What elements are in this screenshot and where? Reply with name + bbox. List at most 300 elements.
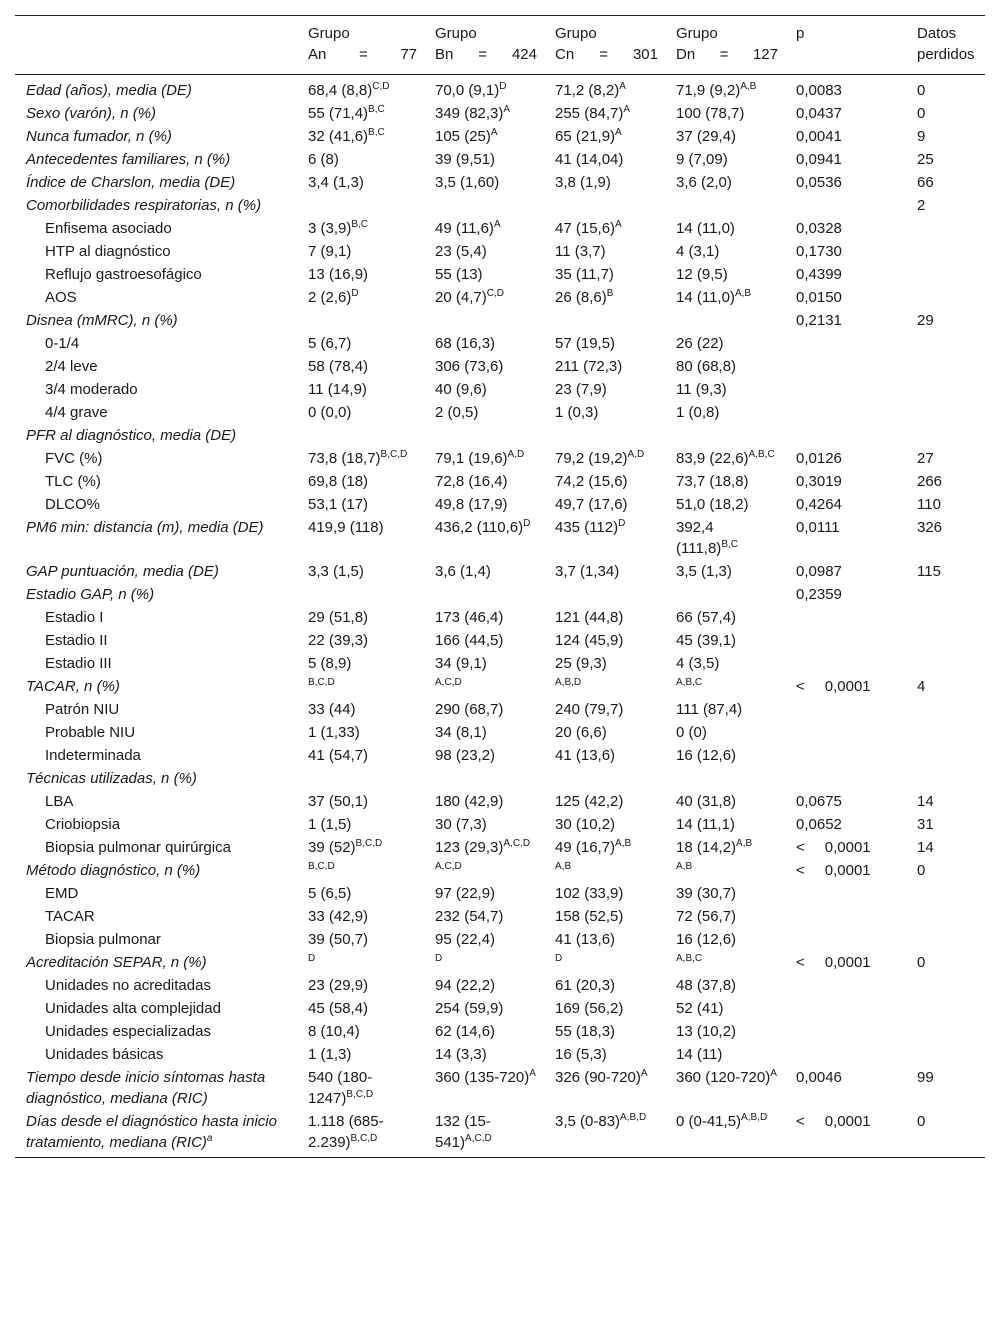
row-label: Método diagnóstico, n (%) <box>26 862 201 879</box>
significance-superscript: A,B <box>615 838 632 849</box>
row-sublabel: Biopsia pulmonar quirúrgica <box>45 839 231 856</box>
cell-p-value <box>784 905 905 928</box>
cell-value: 33 (44) <box>308 701 356 718</box>
table-row <box>15 905 985 928</box>
cell-p-value <box>784 721 905 744</box>
cell-group-a <box>296 836 423 859</box>
cell-value: 105 (25) <box>435 128 491 145</box>
cell-missing <box>905 1043 985 1066</box>
cell-p-value: 0,0046 <box>796 1069 842 1086</box>
cell-group-d <box>664 721 784 744</box>
cell-missing <box>905 401 985 424</box>
row-sublabel: Unidades alta complejidad <box>45 1000 221 1017</box>
cell-group-d <box>664 767 784 790</box>
cell-value: 435 (112) <box>555 519 619 536</box>
cell-value: 3,4 (1,3) <box>308 174 364 191</box>
significance-superscript: D <box>308 953 316 964</box>
cell-group-a <box>296 75 423 103</box>
cell-value: 419,9 (118) <box>308 519 384 536</box>
cell-group-a <box>296 240 423 263</box>
cell-group-d <box>664 516 784 560</box>
cell-group-d <box>664 675 784 698</box>
cell-p-value: 0,0941 <box>796 151 842 168</box>
significance-superscript: A <box>770 1068 777 1079</box>
cell-value: 13 (10,2) <box>676 1023 737 1040</box>
cell-group-d <box>664 378 784 401</box>
significance-superscript: A,B,C <box>676 677 703 688</box>
row-sublabel: Reflujo gastroesofágico <box>45 266 202 283</box>
cell-value: 3,8 (1,9) <box>555 174 611 191</box>
significance-superscript: D <box>351 288 359 299</box>
cell-missing <box>905 378 985 401</box>
cell-group-d <box>664 1020 784 1043</box>
table-row <box>15 859 985 882</box>
cell-group-b <box>423 997 543 1020</box>
cell-group-c <box>543 286 664 309</box>
significance-superscript: C,D <box>486 288 504 299</box>
cell-group-a <box>296 813 423 836</box>
significance-superscript: B,C,D <box>308 861 335 872</box>
cell-group-a <box>296 102 423 125</box>
cell-value: 306 (73,6) <box>435 358 504 375</box>
significance-superscript: D <box>435 953 443 964</box>
table-row <box>15 148 985 171</box>
cell-value: 52 (41) <box>676 1000 724 1017</box>
cell-group-b <box>423 606 543 629</box>
row-sublabel: Criobiopsia <box>45 816 121 833</box>
cell-value: 45 (58,4) <box>308 1000 369 1017</box>
significance-superscript: B,C <box>368 104 385 115</box>
cell-p-value <box>784 767 905 790</box>
cell-group-d <box>664 583 784 606</box>
cell-value: 173 (46,4) <box>435 609 504 626</box>
cell-group-b <box>423 1020 543 1043</box>
cell-group-d <box>664 652 784 675</box>
cell-value: 18 (14,2) <box>676 839 737 856</box>
cell-group-a <box>296 424 423 447</box>
row-sublabel: Indeterminada <box>45 747 141 764</box>
cell-p-value: 0,0437 <box>796 105 842 122</box>
cell-group-a <box>296 951 423 974</box>
cell-missing: 110 <box>917 496 941 513</box>
cell-group-b <box>423 1043 543 1066</box>
table-row <box>15 652 985 675</box>
cell-value: 16 (5,3) <box>555 1046 607 1063</box>
cell-missing: 31 <box>917 816 934 833</box>
table-row <box>15 470 985 493</box>
cell-p-value: 0,2359 <box>796 586 842 603</box>
cell-group-b <box>423 75 543 103</box>
cell-value: 100 (78,7) <box>676 105 745 122</box>
row-sublabel: 3/4 moderado <box>45 381 138 398</box>
significance-superscript: A,B <box>734 288 752 299</box>
cell-value: 69,8 (18) <box>308 473 369 490</box>
cell-group-d <box>664 1066 784 1110</box>
cell-value: 79,2 (19,2) <box>555 450 628 467</box>
significance-superscript: D <box>523 518 531 529</box>
cell-value: 95 (22,4) <box>435 931 496 948</box>
significance-superscript: A <box>640 1068 648 1079</box>
cell-value: 158 (52,5) <box>555 908 624 925</box>
cell-group-b <box>423 859 543 882</box>
cell-value: 392,4 (111,8) <box>676 519 722 557</box>
significance-superscript: D <box>499 81 507 92</box>
cell-value: 62 (14,6) <box>435 1023 496 1040</box>
cell-value: 68,4 (8,8) <box>308 82 373 99</box>
cell-group-c <box>543 424 664 447</box>
cell-value: 254 (59,9) <box>435 1000 504 1017</box>
cell-value: 7 (9,1) <box>308 243 352 260</box>
cell-group-d <box>664 125 784 148</box>
cell-group-d <box>664 744 784 767</box>
header-group-a: Grupo An = 77 <box>308 25 417 63</box>
cell-missing <box>905 424 985 447</box>
cell-group-b <box>423 516 543 560</box>
cell-group-a <box>296 790 423 813</box>
table-row <box>15 286 985 309</box>
row-label: Tiempo desde inicio síntomas hasta diagnóstico, mediana (RIC) <box>26 1069 266 1107</box>
significance-superscript: A,B,D <box>741 1112 768 1123</box>
cell-missing: 99 <box>917 1069 934 1086</box>
table-row <box>15 1110 985 1158</box>
cell-missing <box>905 286 985 309</box>
cell-missing <box>905 974 985 997</box>
cell-group-d <box>664 240 784 263</box>
cell-group-a <box>296 1020 423 1043</box>
cell-p-value: < 0,0001 <box>796 1113 871 1130</box>
cell-value: 45 (39,1) <box>676 632 737 649</box>
cell-value: 55 (13) <box>435 266 483 283</box>
cell-p-value: 0,0083 <box>796 82 842 99</box>
cell-group-b <box>423 401 543 424</box>
cell-value: 1 (1,3) <box>308 1046 352 1063</box>
cell-group-a <box>296 997 423 1020</box>
cell-group-b <box>423 102 543 125</box>
cell-p-value: 0,0328 <box>796 220 842 237</box>
cell-group-b <box>423 905 543 928</box>
table-row <box>15 355 985 378</box>
cell-group-c <box>543 698 664 721</box>
cell-group-c <box>543 767 664 790</box>
significance-superscript: A,B,C <box>676 953 703 964</box>
cell-p-value <box>784 974 905 997</box>
cell-group-c <box>543 905 664 928</box>
row-label: TACAR, n (%) <box>26 678 120 695</box>
cell-value: 4 (3,1) <box>676 243 720 260</box>
cell-group-b <box>423 744 543 767</box>
row-label: Nunca fumador, n (%) <box>26 128 172 145</box>
cell-group-c <box>543 560 664 583</box>
cell-group-a <box>296 516 423 560</box>
cell-value: 47 (15,6) <box>555 220 616 237</box>
cell-group-a <box>296 401 423 424</box>
cell-group-d <box>664 470 784 493</box>
row-sublabel: 0-1/4 <box>45 335 80 352</box>
table-row <box>15 171 985 194</box>
cell-group-b <box>423 355 543 378</box>
cell-value: 3,6 (1,4) <box>435 563 491 580</box>
cell-missing <box>905 1020 985 1043</box>
cell-group-c <box>543 75 664 103</box>
cell-missing: 27 <box>917 450 934 467</box>
cell-value: 40 (9,6) <box>435 381 487 398</box>
cell-missing <box>905 629 985 652</box>
cell-group-c <box>543 652 664 675</box>
cell-group-c <box>543 194 664 217</box>
cell-group-d <box>664 194 784 217</box>
cell-group-a <box>296 560 423 583</box>
significance-superscript: C,D <box>372 81 390 92</box>
table-row <box>15 424 985 447</box>
cell-group-b <box>423 951 543 974</box>
cell-value: 74,2 (15,6) <box>555 473 628 490</box>
table-row <box>15 263 985 286</box>
cell-missing <box>905 744 985 767</box>
cell-group-b <box>423 263 543 286</box>
cell-value: 9 (7,09) <box>676 151 728 168</box>
cell-p-value <box>784 629 905 652</box>
cell-missing <box>905 928 985 951</box>
table-row <box>15 675 985 698</box>
significance-superscript: B,C,D <box>308 677 335 688</box>
cell-value: 3,5 (1,60) <box>435 174 500 191</box>
cell-missing: 25 <box>917 151 934 168</box>
cell-group-d <box>664 332 784 355</box>
row-label: Técnicas utilizadas, n (%) <box>26 770 197 787</box>
cell-value: 123 (29,3) <box>435 839 504 856</box>
cell-missing: 0 <box>917 105 926 122</box>
cell-group-b <box>423 194 543 217</box>
cell-group-c <box>543 470 664 493</box>
table-row <box>15 1020 985 1043</box>
table-row <box>15 974 985 997</box>
cell-value: 49 (16,7) <box>555 839 616 856</box>
table-header <box>15 16 985 75</box>
significance-superscript: A,B <box>736 838 753 849</box>
cell-value: 14 (11,1) <box>676 816 735 833</box>
significance-superscript: A <box>503 104 511 115</box>
cell-missing: 326 <box>917 519 943 536</box>
cell-missing: 266 <box>917 473 943 490</box>
cell-value: 3,6 (2,0) <box>676 174 732 191</box>
cell-group-b <box>423 240 543 263</box>
significance-superscript: B,C,D <box>350 1133 378 1144</box>
cell-missing <box>905 355 985 378</box>
cell-group-d <box>664 790 784 813</box>
cell-value: 4 (3,5) <box>676 655 720 672</box>
cell-value: 83,9 (22,6) <box>676 450 749 467</box>
cell-group-c <box>543 102 664 125</box>
significance-superscript: A,B <box>555 861 572 872</box>
cell-group-c <box>543 997 664 1020</box>
cell-p-value: 0,0126 <box>796 450 842 467</box>
cell-p-value <box>784 882 905 905</box>
cell-group-b <box>423 217 543 240</box>
cell-missing: 0 <box>917 954 926 971</box>
cell-group-b <box>423 493 543 516</box>
cell-value: 29 (51,8) <box>308 609 369 626</box>
cell-value: 71,2 (8,2) <box>555 82 620 99</box>
row-sublabel: LBA <box>45 793 74 810</box>
cell-p-value: 0,4264 <box>796 496 842 513</box>
cell-group-c <box>543 583 664 606</box>
row-sublabel: Unidades especializadas <box>45 1023 211 1040</box>
significance-superscript: B <box>606 288 614 299</box>
cell-value: 41 (54,7) <box>308 747 369 764</box>
cell-p-value <box>784 928 905 951</box>
cell-value: 94 (22,2) <box>435 977 496 994</box>
cell-value: 39 (30,7) <box>676 885 737 902</box>
cell-value: 180 (42,9) <box>435 793 504 810</box>
cell-p-value: 0,2131 <box>796 312 842 329</box>
cell-value: 11 (14,9) <box>308 381 367 398</box>
cell-p-value <box>784 1043 905 1066</box>
cell-group-a <box>296 309 423 332</box>
table-row <box>15 560 985 583</box>
cell-group-a <box>296 286 423 309</box>
cell-value: 51,0 (18,2) <box>676 496 749 513</box>
header-empty-cell <box>15 16 296 75</box>
cell-p-value <box>784 355 905 378</box>
cell-value: 25 (9,3) <box>555 655 607 672</box>
cell-p-value: 0,0041 <box>796 128 842 145</box>
row-sublabel: Estadio III <box>45 655 112 672</box>
table-row <box>15 790 985 813</box>
cell-value: 23 (5,4) <box>435 243 487 260</box>
cell-value: 166 (44,5) <box>435 632 504 649</box>
cell-group-b <box>423 928 543 951</box>
cell-p-value: 0,0987 <box>796 563 842 580</box>
cell-group-d <box>664 629 784 652</box>
cell-group-c <box>543 1043 664 1066</box>
cell-value: 11 (9,3) <box>676 381 727 398</box>
row-sublabel: Estadio I <box>45 609 104 626</box>
cell-group-a <box>296 194 423 217</box>
header-p: p <box>796 25 805 42</box>
significance-superscript: B,C,D <box>355 838 383 849</box>
significance-superscript: A <box>490 127 498 138</box>
cell-p-value <box>784 378 905 401</box>
cell-value: 16 (12,6) <box>676 931 737 948</box>
cell-group-a <box>296 928 423 951</box>
cell-value: 0 (0-41,5) <box>676 1113 742 1130</box>
cell-value: 41 (13,6) <box>555 747 616 764</box>
cell-group-a <box>296 1043 423 1066</box>
cell-value: 20 (6,6) <box>555 724 607 741</box>
cell-group-c <box>543 675 664 698</box>
cell-value: 1.118 (685-2.239) <box>308 1113 384 1151</box>
row-sublabel: TACAR <box>45 908 95 925</box>
cell-group-d <box>664 560 784 583</box>
significance-superscript: A <box>615 219 622 230</box>
cell-group-c <box>543 447 664 470</box>
row-label: Índice de Charslon, media (DE) <box>26 174 236 191</box>
cell-value: 3,3 (1,5) <box>308 563 364 580</box>
cell-p-value: 0,0675 <box>796 793 842 810</box>
significance-superscript: A,B <box>676 861 693 872</box>
cell-value: 34 (9,1) <box>435 655 487 672</box>
cell-group-d <box>664 217 784 240</box>
cell-value: 97 (22,9) <box>435 885 496 902</box>
cell-missing: 4 <box>917 678 926 695</box>
cell-value: 35 (11,7) <box>555 266 614 283</box>
cell-group-b <box>423 790 543 813</box>
table-body <box>15 75 985 1158</box>
row-sublabel: HTP al diagnóstico <box>45 243 171 260</box>
cell-group-a <box>296 652 423 675</box>
cell-group-c <box>543 240 664 263</box>
cell-group-a <box>296 767 423 790</box>
cell-group-c <box>543 928 664 951</box>
cell-value: 98 (23,2) <box>435 747 496 764</box>
cell-value: 73,8 (18,7) <box>308 450 381 467</box>
cell-group-a <box>296 606 423 629</box>
cell-group-b <box>423 125 543 148</box>
significance-superscript: A <box>615 127 622 138</box>
cell-value: 102 (33,9) <box>555 885 624 902</box>
cell-missing <box>905 997 985 1020</box>
row-sublabel: Estadio II <box>45 632 108 649</box>
significance-superscript: B,C,D <box>346 1089 374 1100</box>
cell-group-d <box>664 309 784 332</box>
cell-value: 48 (37,8) <box>676 977 737 994</box>
row-label: GAP puntuación, media (DE) <box>26 563 219 580</box>
row-label: PM6 min: distancia (m), media (DE) <box>26 519 264 536</box>
cell-value: 26 (8,6) <box>555 289 607 306</box>
cell-group-a <box>296 171 423 194</box>
cell-value: 5 (6,7) <box>308 335 352 352</box>
cell-value: 30 (10,2) <box>555 816 616 833</box>
cell-group-c <box>543 606 664 629</box>
cell-group-c <box>543 309 664 332</box>
row-label: Estadio GAP, n (%) <box>26 586 155 603</box>
cell-group-b <box>423 424 543 447</box>
header-group-d: Grupo Dn = 127 <box>676 25 778 63</box>
cell-missing <box>905 332 985 355</box>
cell-value: 22 (39,3) <box>308 632 369 649</box>
cell-group-d <box>664 102 784 125</box>
cell-group-b <box>423 309 543 332</box>
cell-group-c <box>543 1020 664 1043</box>
cell-p-value: 0,0536 <box>796 174 842 191</box>
cell-value: 39 (9,51) <box>435 151 496 168</box>
row-sublabel: 4/4 grave <box>45 404 108 421</box>
header-row <box>15 16 985 75</box>
cell-value: 49,8 (17,9) <box>435 496 508 513</box>
cell-group-b <box>423 1110 543 1158</box>
cell-value: 240 (79,7) <box>555 701 624 718</box>
table-row <box>15 1043 985 1066</box>
cell-group-d <box>664 836 784 859</box>
cell-missing <box>905 698 985 721</box>
cell-value: 12 (9,5) <box>676 266 728 283</box>
cell-value: 121 (44,8) <box>555 609 624 626</box>
cell-group-a <box>296 470 423 493</box>
cell-missing <box>905 882 985 905</box>
significance-superscript: A,C,D <box>503 838 531 849</box>
cell-value: 0 (0,0) <box>308 404 352 421</box>
significance-superscript: A <box>529 1068 536 1079</box>
cell-value: 39 (52) <box>308 839 356 856</box>
cell-group-c <box>543 516 664 560</box>
cell-group-d <box>664 355 784 378</box>
cell-group-b <box>423 286 543 309</box>
cell-group-a <box>296 629 423 652</box>
cell-value: 68 (16,3) <box>435 335 496 352</box>
significance-superscript: A,D <box>627 449 645 460</box>
cell-group-a <box>296 698 423 721</box>
cell-group-d <box>664 928 784 951</box>
